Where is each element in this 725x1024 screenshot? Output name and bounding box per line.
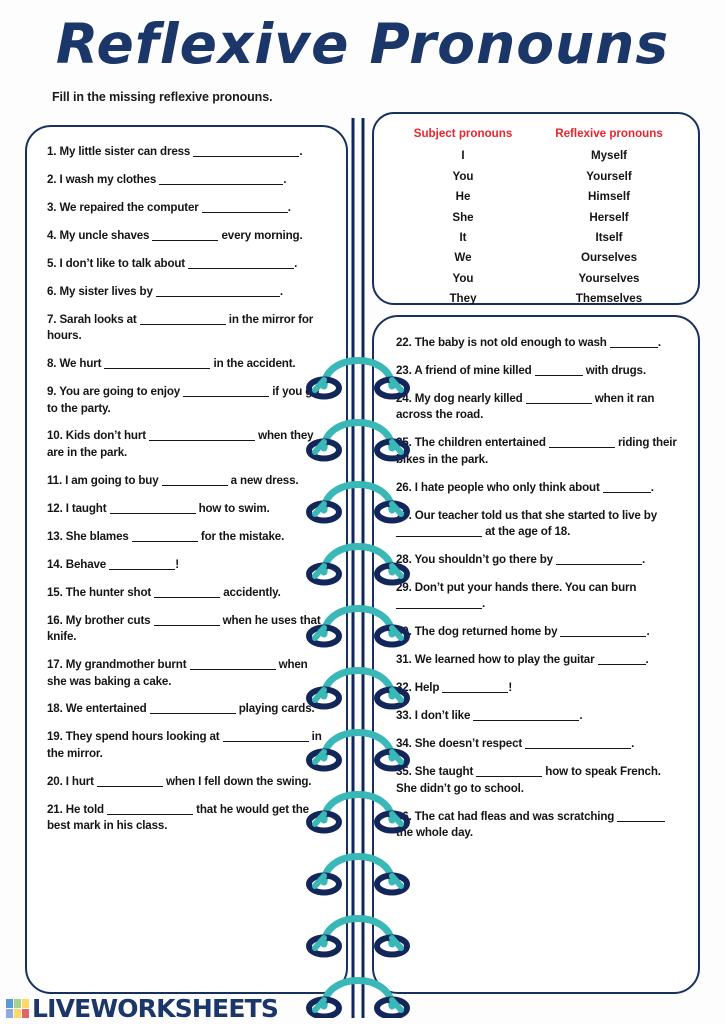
question-item: [396, 435, 680, 468]
pronoun-table-box: [372, 112, 700, 305]
question-text-before-blank: You shouldn’t go there by: [414, 553, 553, 567]
answer-blank[interactable]: [110, 503, 196, 514]
question-item: [396, 552, 680, 568]
question-text-after-blank: in the accident.: [210, 357, 296, 371]
question-text-after-blank: in the mirror for hours.: [47, 312, 314, 343]
question-text-before-blank: We hurt: [59, 357, 102, 371]
reflexive-pronoun-cell: Themselves: [575, 292, 643, 305]
question-text-before-blank: We repaired the computer: [59, 200, 199, 214]
answer-blank[interactable]: [193, 146, 299, 157]
question-text-after-blank: for the mistake.: [197, 529, 285, 543]
answer-blank[interactable]: [396, 526, 482, 537]
answer-blank[interactable]: [476, 766, 542, 777]
question-text-before-blank: I hurt: [65, 774, 94, 788]
answer-blank[interactable]: [154, 587, 220, 598]
question-text-after-blank: .: [650, 480, 654, 494]
question-text-before-blank: My uncle shaves: [59, 228, 150, 242]
question-text-after-blank: when they are in the park.: [47, 429, 314, 459]
question-text-after-blank: at the age of 18.: [482, 525, 571, 539]
question-text-after-blank: with drugs.: [582, 363, 646, 377]
question-text-before-blank: You are going to enjoy: [59, 385, 181, 399]
question-item: [47, 384, 326, 417]
question-text-after-blank: that he would get the best mark in his class.: [47, 802, 309, 833]
answer-blank[interactable]: [162, 475, 228, 486]
question-text-after-blank: .: [657, 336, 661, 349]
question-number: 32.: [396, 681, 412, 695]
pronoun-table-row: [390, 289, 682, 309]
question-text-before-blank: The dog returned home by: [414, 625, 558, 639]
subject-pronoun-cell: It: [459, 230, 467, 244]
pronoun-table-row: [390, 207, 682, 227]
question-text-before-blank: The hunter shot: [65, 585, 152, 599]
question-item: [47, 256, 326, 272]
page-title: Reflexive Pronouns: [55, 12, 670, 76]
question-text-before-blank: I don’t like: [414, 709, 471, 723]
question-item: [47, 284, 326, 300]
question-item: [47, 802, 326, 835]
liveworksheets-logo-icon: [6, 999, 29, 1018]
question-item: [47, 774, 326, 790]
question-text-before-blank: I wash my clothes: [59, 172, 157, 186]
question-number: 16.: [47, 613, 63, 627]
question-number: 27.: [396, 508, 412, 522]
question-text-after-blank: .: [645, 653, 649, 667]
reflexive-pronoun-cell: Yourself: [586, 169, 632, 183]
question-number: 5.: [47, 256, 57, 270]
answer-blank[interactable]: [535, 365, 583, 376]
question-item: [47, 613, 326, 646]
question-number: 15.: [47, 585, 63, 599]
pronoun-table-row: [390, 248, 682, 268]
question-item: [47, 501, 326, 517]
question-number: 23.: [396, 363, 412, 377]
question-item: [396, 624, 680, 640]
logo-tile: [6, 999, 13, 1008]
question-text-before-blank: He told: [65, 802, 104, 816]
answer-blank[interactable]: [149, 430, 255, 441]
question-number: 10.: [47, 429, 63, 443]
question-text-before-blank: Kids don’t hurt: [65, 429, 146, 443]
answer-blank[interactable]: [132, 531, 198, 542]
pronoun-table-header-subject: Subject pronouns: [413, 127, 513, 141]
question-text-after-blank: a new dress.: [227, 473, 299, 487]
question-item: [396, 809, 680, 842]
pronoun-table-row: [390, 268, 682, 288]
logo-tile: [14, 1009, 21, 1018]
logo-tile: [22, 999, 29, 1008]
question-item: [396, 680, 680, 696]
answer-blank[interactable]: [154, 615, 220, 626]
question-item: [47, 657, 326, 690]
question-number: 13.: [47, 529, 63, 543]
question-number: 14.: [47, 557, 63, 571]
question-number: 17.: [47, 658, 63, 672]
question-text-before-blank: Help: [414, 681, 440, 695]
pronoun-table-header-row: [390, 124, 682, 146]
answer-blank[interactable]: [159, 174, 283, 185]
question-text-before-blank: My little sister can dress: [59, 145, 191, 158]
question-number: 3.: [47, 200, 57, 214]
question-text-after-blank: accidently.: [220, 585, 281, 599]
question-item: [47, 228, 326, 244]
question-text-after-blank: .: [294, 256, 298, 270]
question-text-before-blank: I don’t like to talk about: [59, 256, 186, 270]
logo-tile: [14, 999, 21, 1008]
answer-blank[interactable]: [617, 811, 665, 822]
answer-blank[interactable]: [202, 202, 288, 213]
question-text-before-blank: She taught: [414, 765, 474, 779]
pronoun-table-row: [390, 227, 682, 247]
question-text-after-blank: !: [508, 681, 513, 695]
question-text-before-blank: My dog nearly killed: [414, 391, 523, 405]
answer-blank[interactable]: [442, 682, 508, 693]
question-number: 24.: [396, 391, 412, 405]
question-text-before-blank: The baby is not old enough to wash: [414, 336, 607, 349]
question-item: [396, 391, 680, 424]
answer-blank[interactable]: [188, 258, 294, 269]
question-text-before-blank: We entertained: [65, 702, 147, 716]
left-question-box: [25, 125, 348, 994]
question-number: 11.: [47, 473, 63, 487]
answer-blank[interactable]: [598, 654, 646, 665]
question-text-before-blank: Don’t put your hands there. You can burn: [414, 581, 637, 595]
answer-blank[interactable]: [156, 286, 280, 297]
answer-blank[interactable]: [549, 437, 615, 448]
question-item: [47, 356, 326, 372]
right-question-list: [374, 317, 698, 863]
answer-blank[interactable]: [152, 230, 218, 241]
question-text-after-blank: .: [287, 200, 291, 214]
brand-footer: [6, 996, 278, 1021]
question-item: [396, 363, 680, 379]
question-item: [47, 557, 326, 573]
subject-pronoun-cell: They: [449, 292, 477, 305]
question-text-after-blank: .: [631, 737, 635, 751]
question-number: 6.: [47, 284, 57, 298]
question-number: 22.: [396, 336, 412, 349]
question-text-after-blank: .: [646, 625, 650, 639]
question-text-before-blank: She blames: [65, 529, 129, 543]
question-item: [47, 701, 326, 717]
question-text-before-blank: I hate people who only think about: [414, 480, 600, 494]
question-item: [47, 144, 326, 160]
pronoun-table-row: [390, 146, 682, 166]
question-text-after-blank: every morning.: [218, 228, 303, 242]
reflexive-pronoun-cell: Herself: [589, 210, 629, 224]
question-text-before-blank: My brother cuts: [65, 613, 151, 627]
reflexive-pronoun-cell: Myself: [590, 149, 628, 163]
subject-pronoun-cell: He: [455, 190, 471, 204]
logo-tile: [6, 1009, 13, 1018]
question-text-before-blank: We learned how to play the guitar: [414, 653, 595, 667]
question-text-after-blank: .: [482, 597, 486, 611]
answer-blank[interactable]: [525, 738, 631, 749]
question-item: [396, 764, 680, 797]
subject-pronoun-cell: I: [461, 149, 465, 163]
question-item: [396, 736, 680, 752]
question-text-after-blank: when she was baking a cake.: [47, 658, 308, 688]
question-text-after-blank: playing cards.: [235, 702, 315, 716]
question-item: [47, 529, 326, 545]
question-number: 35.: [396, 765, 412, 779]
question-item: [396, 508, 680, 541]
question-text-after-blank: when it ran across the road.: [396, 391, 655, 422]
answer-blank[interactable]: [107, 804, 193, 815]
question-text-after-blank: .: [279, 284, 283, 298]
question-number: 7.: [47, 312, 57, 326]
question-text-before-blank: The cat had fleas and was scratching: [414, 809, 615, 823]
question-text-before-blank: She doesn’t respect: [414, 737, 523, 751]
instruction-text: Fill in the missing reflexive pronouns.: [52, 90, 273, 104]
logo-tile: [22, 1009, 29, 1018]
subject-pronoun-cell: You: [452, 169, 474, 183]
question-text-after-blank: !: [175, 557, 179, 571]
question-text-after-blank: riding their bikes in the park.: [396, 436, 677, 466]
answer-blank[interactable]: [140, 314, 226, 325]
question-number: 25.: [396, 436, 412, 450]
question-text-before-blank: My grandmother burnt: [65, 658, 187, 672]
answer-blank[interactable]: [556, 554, 642, 565]
question-text-after-blank: .: [579, 709, 583, 723]
question-number: 4.: [47, 228, 57, 242]
right-question-box: [372, 315, 700, 994]
question-text-after-blank: when I fell down the swing.: [162, 774, 312, 788]
question-number: 33.: [396, 709, 412, 723]
question-text-before-blank: They spend hours looking at: [65, 730, 220, 744]
question-number: 31.: [396, 653, 412, 667]
answer-blank[interactable]: [396, 598, 482, 609]
answer-blank[interactable]: [223, 731, 309, 742]
question-item: [396, 335, 680, 351]
answer-blank[interactable]: [183, 386, 269, 397]
reflexive-pronoun-cell: Itself: [595, 230, 623, 244]
question-number: 2.: [47, 172, 57, 186]
question-text-after-blank: how to swim.: [195, 501, 270, 515]
question-text-after-blank: .: [283, 172, 287, 186]
question-text-before-blank: Our teacher told us that she started to live by: [414, 508, 658, 522]
question-number: 12.: [47, 501, 63, 515]
question-item: [47, 585, 326, 601]
question-number: 19.: [47, 730, 63, 744]
answer-blank[interactable]: [560, 626, 646, 637]
question-text-after-blank: when he uses that knife.: [47, 613, 321, 644]
question-number: 30.: [396, 625, 412, 639]
pronoun-table-header-reflexive: Reflexive pronouns: [555, 127, 663, 141]
question-text-after-blank: if you go to the party.: [47, 385, 320, 415]
question-item: [396, 480, 680, 496]
subject-pronoun-cell: She: [452, 210, 474, 224]
answer-blank[interactable]: [150, 703, 236, 714]
answer-blank[interactable]: [526, 393, 592, 404]
reflexive-pronoun-cell: Yourselves: [578, 271, 640, 285]
reflexive-pronoun-cell: Himself: [588, 190, 630, 204]
question-item: [47, 428, 326, 461]
answer-blank[interactable]: [97, 776, 163, 787]
question-number: 28.: [396, 553, 412, 567]
question-number: 34.: [396, 737, 412, 751]
question-item: [396, 708, 680, 724]
answer-blank[interactable]: [603, 482, 651, 493]
question-text-after-blank: how to speak French. She didn’t go to school.: [396, 765, 661, 795]
answer-blank[interactable]: [473, 710, 579, 721]
question-number: 36.: [396, 809, 412, 823]
reflexive-pronoun-cell: Ourselves: [580, 251, 638, 265]
question-text-before-blank: Sarah looks at: [59, 312, 137, 326]
answer-blank[interactable]: [109, 559, 175, 570]
answer-blank[interactable]: [104, 358, 210, 369]
subject-pronoun-cell: We: [454, 251, 472, 265]
question-number: 8.: [47, 357, 57, 371]
pronoun-table: [374, 114, 698, 317]
question-item: [396, 580, 680, 613]
question-text-after-blank: .: [299, 145, 303, 158]
question-number: 1.: [47, 145, 57, 158]
question-number: 20.: [47, 774, 63, 788]
question-text-before-blank: I am going to buy: [65, 473, 159, 487]
answer-blank[interactable]: [190, 659, 276, 670]
question-number: 29.: [396, 581, 412, 595]
question-text-before-blank: A friend of mine killed: [414, 363, 532, 377]
question-number: 21.: [47, 802, 63, 816]
question-text-after-blank: .: [642, 553, 646, 567]
question-text-after-blank: the whole day.: [396, 826, 473, 840]
question-text-after-blank: in the mirror.: [47, 730, 322, 760]
question-item: [47, 200, 326, 216]
question-text-before-blank: Behave: [65, 557, 107, 571]
question-text-before-blank: My sister lives by: [59, 284, 153, 298]
question-text-before-blank: The children entertained: [414, 436, 546, 450]
brand-name: LIVEWORKSHEETS: [32, 994, 279, 1023]
question-item: [47, 473, 326, 489]
subject-pronoun-cell: You: [452, 271, 474, 285]
question-item: [47, 312, 326, 345]
question-text-before-blank: I taught: [65, 501, 107, 515]
question-number: 18.: [47, 702, 63, 716]
answer-blank[interactable]: [610, 337, 658, 348]
pronoun-table-row: [390, 187, 682, 207]
question-number: 9.: [47, 385, 57, 399]
question-item: [396, 652, 680, 668]
question-item: [47, 729, 326, 762]
pronoun-table-row: [390, 166, 682, 186]
left-question-list: [27, 127, 346, 856]
question-item: [47, 172, 326, 188]
question-number: 26.: [396, 480, 412, 494]
